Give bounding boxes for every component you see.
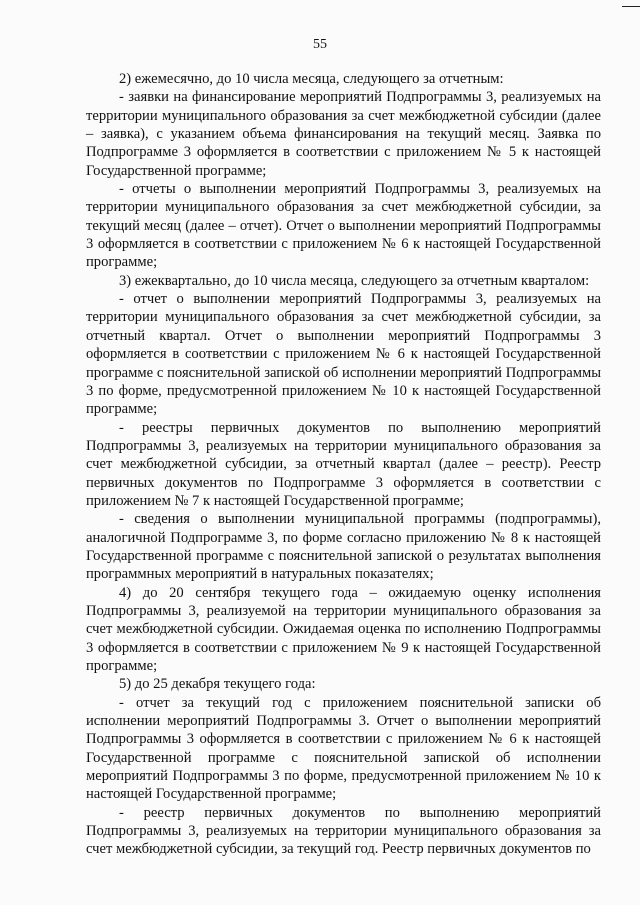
paragraph-december-heading: 5) до 25 декабря текущего года: bbox=[119, 676, 316, 693]
document-body bbox=[86, 70, 601, 859]
scan-edge-mark bbox=[622, 6, 640, 7]
paragraph-quarterly-registers: - реестры первичных документов по выполнению мероприятий Подпрограммы 3, реализуемых на территории муниципального образования за счет межбюджетной субсидии, за отчетный квартал (далее – реестр). Реестр первичных документов по Подпрограмме 3 оформляется в соответствии с приложением № 7 к настоящей Государственной программе; bbox=[86, 419, 601, 509]
paragraph-annual-report: - отчет за текущий год с приложением пояснительной записки об исполнении мероприятий Подпрограммы 3. Отчет о выполнении мероприятий Подпрограммы 3 оформляется в соответствии с приложением № 6 к настоящей Государственной программе с пояснительной запиской об исполнении мероприятий Подпрограммы 3 по форме, предусмотренной приложением № 10 к настоящей Государственной программе; bbox=[86, 694, 601, 803]
paragraph-monthly-reports: - отчеты о выполнении мероприятий Подпрограммы 3, реализуемых на территории муниципального образования за счет межбюджетной субсидии, за текущий месяц (далее – отчет). Отчет о выполнении мероприятий Подпрограммы 3 оформляется в соответствии с приложением № 6 к настоящей Государственной программе; bbox=[86, 181, 601, 271]
paragraph-annual-register: - реестр первичных документов по выполнению мероприятий Подпрограммы 3, реализуемых на территории муниципального образования за счет межбюджетной субсидии, за текущий год. Реестр первичных документов по bbox=[86, 804, 601, 858]
paragraph-monthly-applications: - заявки на финансирование мероприятий Подпрограммы 3, реализуемых на территории муниципального образования за счет межбюджетной субсидии (далее – заявка), с указанием объема финансирования на текущий месяц. Заявка по Подпрограмме 3 оформляется в соответствии с приложением № 5 к настоящей Государственной программе; bbox=[86, 89, 601, 179]
paragraph-quarterly-information: - сведения о выполнении муниципальной программы (подпрограммы), аналогичной Подпрограмме 3, по форме согласно приложению № 8 к настоящей Государственной программе с пояснительной запиской о результатах выполнения программных мероприятий в натуральных показателях; bbox=[86, 511, 601, 583]
paragraph-quarterly-report: - отчет о выполнении мероприятий Подпрограммы 3, реализуемых на территории муниципального образования за счет межбюджетной субсидии, за отчетный квартал. Отчет о выполнении мероприятий Подпрограммы 3 оформляется в соответствии с приложением № 6 к настоящей Государственной программе с пояснительной запиской об исполнении мероприятий Подпрограммы 3 по форме, предусмотренной приложением № 10 к настоящей Государственной программе; bbox=[86, 291, 601, 418]
paragraph-quarterly-heading: 3) ежеквартально, до 10 числа месяца, следующего за отчетным кварталом: bbox=[119, 272, 590, 289]
paragraph-september-estimate: 4) до 20 сентября текущего года – ожидаемую оценку исполнения Подпрограммы 3, реализуемой на территории муниципального образования за счет межбюджетной субсидии. Ожидаемая оценка по исполнению Подпрограммы 3 оформляется в соответствии с приложением № 9 к настоящей Государственной программе; bbox=[86, 584, 601, 674]
paragraph-monthly-heading: 2) ежемесячно, до 10 числа месяца, следующего за отчетным: bbox=[119, 71, 504, 87]
page-number: 55 bbox=[313, 37, 327, 52]
